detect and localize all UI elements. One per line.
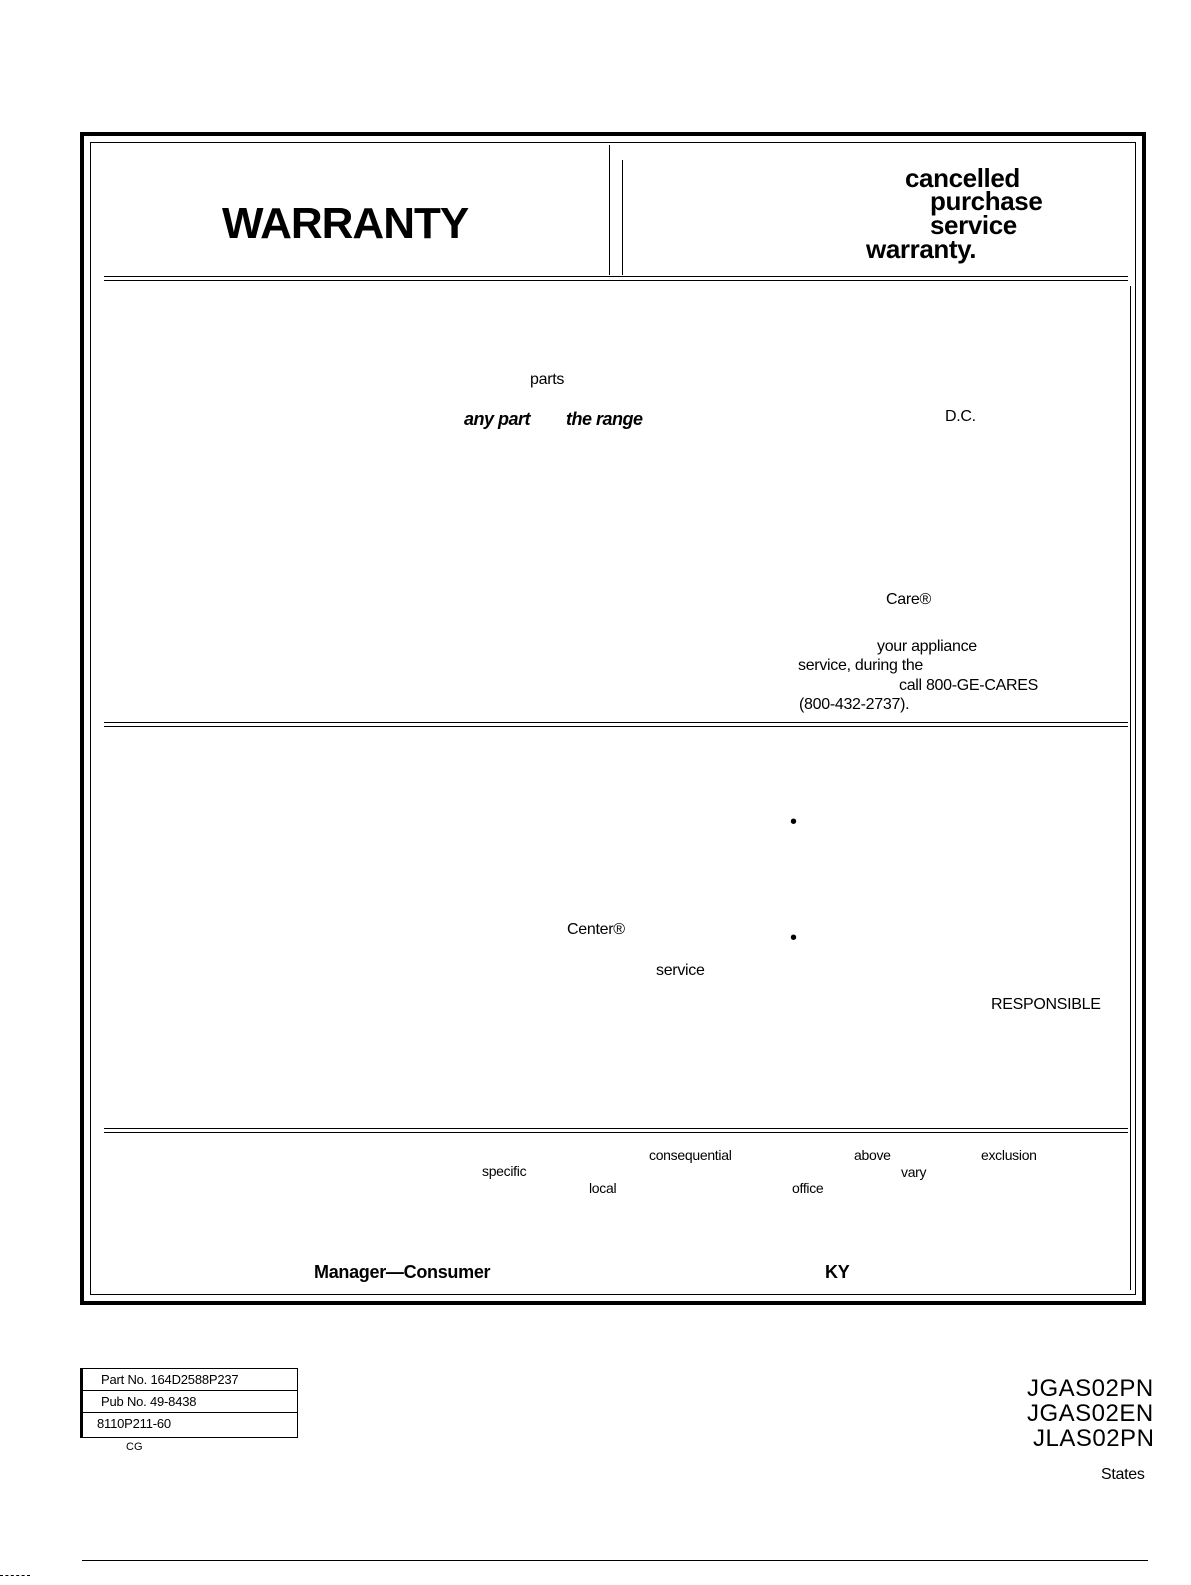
text-office: office <box>792 1180 824 1196</box>
warranty-frame-inner <box>90 142 1136 1295</box>
page-bottom-rule <box>82 1560 1148 1561</box>
header-right-line-1: cancelled <box>905 163 1020 193</box>
text-call-number: call 800-GE-CARES <box>899 677 1038 694</box>
model-number-2: JGAS02EN <box>1027 1400 1154 1427</box>
rule-exclusions <box>104 1128 1128 1133</box>
model-number-1: JGAS02PN <box>1027 1375 1154 1402</box>
text-dc: D.C. <box>945 408 976 425</box>
header-divider-right <box>622 160 623 275</box>
corner-crop-mark <box>0 1575 30 1576</box>
text-ky: KY <box>825 1262 850 1282</box>
header-right-line-3: service <box>930 210 1017 240</box>
text-responsible: RESPONSIBLE <box>991 996 1101 1013</box>
text-phone: (800-432-2737). <box>799 696 910 713</box>
bullet-2: • <box>790 927 798 949</box>
text-service-during: service, during the <box>798 657 924 674</box>
cg-mark: CG <box>126 1441 143 1453</box>
rule-coverage <box>104 722 1128 727</box>
text-service: service <box>656 962 705 979</box>
text-care: Care® <box>886 591 931 608</box>
text-center: Center® <box>567 921 625 938</box>
text-manager-consumer: Manager—Consumer <box>314 1262 491 1282</box>
text-your-appliance: your appliance <box>877 638 977 655</box>
warranty-title: WARRANTY <box>222 199 469 248</box>
bullet-1: • <box>790 811 798 833</box>
text-any-part: any part <box>464 409 531 429</box>
text-parts: parts <box>530 371 565 388</box>
text-the-range: the range <box>566 409 643 429</box>
rule-header <box>104 276 1128 281</box>
model-number-3: JLAS02PN <box>1033 1425 1155 1452</box>
text-states: States <box>1101 1466 1145 1483</box>
print-code: 8110P211-60 <box>97 1416 171 1431</box>
text-local: local <box>589 1180 617 1196</box>
part-number: Part No. 164D2588P237 <box>83 1369 297 1391</box>
header-divider-left <box>609 145 610 275</box>
header-right-line-2: purchase <box>930 186 1043 216</box>
text-consequential: consequential <box>649 1147 732 1163</box>
header-right-line-4: warranty. <box>866 234 977 264</box>
text-exclusion: exclusion <box>981 1147 1037 1163</box>
pub-number: Pub No. 49-8438 <box>83 1391 297 1413</box>
right-edge-rule <box>1130 286 1131 1290</box>
text-specific: specific <box>482 1163 527 1179</box>
part-number-box <box>80 1368 298 1438</box>
text-above: above <box>854 1147 891 1163</box>
text-vary: vary <box>901 1164 927 1180</box>
